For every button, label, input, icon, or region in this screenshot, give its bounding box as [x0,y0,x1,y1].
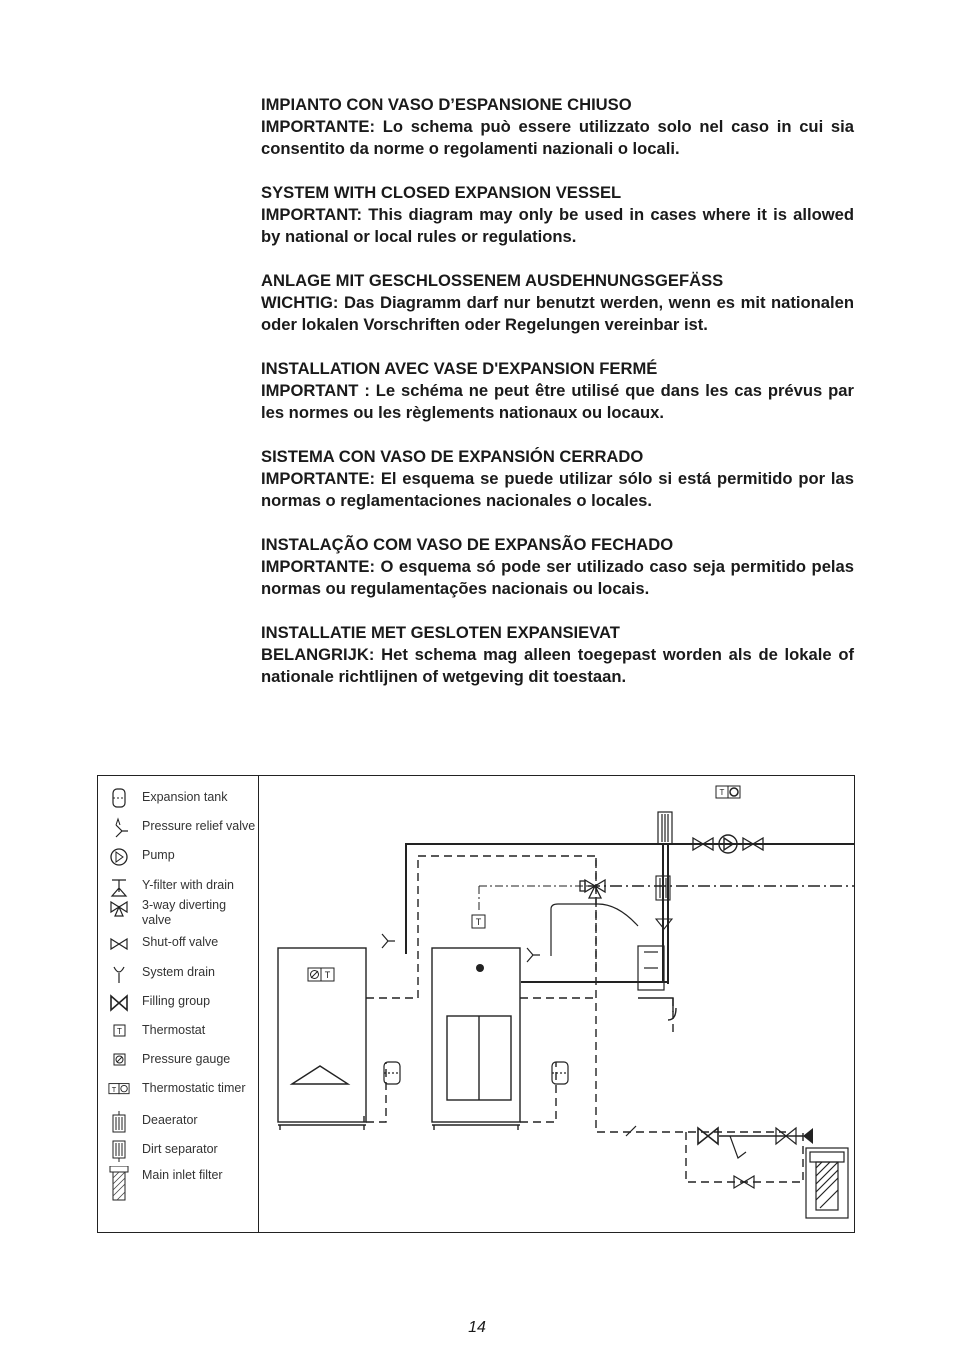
legend-item [98,1021,258,1045]
svg-text:T: T [719,788,725,797]
notice-body: IMPORTANTE: O esquema só pode ser utilizado caso seja permitido pelas normas ou regulamentações nacionais ou locais. [261,557,854,598]
legend-item [98,896,258,927]
legend-item [98,1166,258,1190]
thermostatic-timer-icon [108,1079,130,1101]
svg-text:T: T [117,1027,122,1036]
notice-block-pt [261,534,854,600]
legend-item [98,1111,258,1135]
legend-item [98,846,258,870]
thermostat-icon [108,1021,130,1043]
thermostat-icon [321,968,334,981]
notice-title: SYSTEM WITH CLOSED EXPANSION VESSEL [261,183,622,202]
boiler-1 [278,948,366,1122]
notice-title: SISTEMA CON VASO DE EXPANSIÓN CERRADO [261,447,644,466]
notice-body: IMPORTANTE: El esquema se puede utilizar sólo si está permitido por las normas o reglamentaciones nacionales o locales. [261,469,854,510]
legend-label: Pump [142,848,175,862]
dirt-separator-icon [108,1140,130,1162]
notice-block-de [261,270,854,336]
legend-label: Expansion tank [142,790,228,804]
legend [98,776,259,1232]
boiler-2 [432,948,520,1122]
expansion-tank-icon [108,788,130,810]
legend-item [98,1050,258,1074]
pressure-gauge-icon [308,968,321,981]
legend-item [98,817,258,841]
notice-block-es [261,446,854,512]
notice-body: IMPORTANTE: Lo schema può essere utilizzato solo nel caso in cui sia consentito da norme o regolamenti nazionali o locali. [261,117,854,158]
notice-title: IMPIANTO CON VASO D’ESPANSIONE CHIUSO [261,95,632,114]
legend-label: Main inlet filter [142,1168,223,1182]
legend-item [98,1079,258,1103]
legend-label: System drain [142,965,215,979]
legend-label: Thermostatic timer [142,1081,246,1095]
shutoff-valve-icon [734,1128,796,1188]
deaerator-icon [658,812,672,844]
legend-item [98,1140,258,1164]
pressure-relief-valve-icon [108,817,130,839]
svg-text:T: T [475,917,482,927]
legend-item [98,933,258,957]
notice-body: BELANGRIJK: Het schema mag alleen toegepast worden als de lokale of nationale richtlijnen of wetgeving dit toestaan. [261,645,854,686]
text-column [261,94,854,710]
notice-title: INSTALLATIE MET GESLOTEN EXPANSIEVAT [261,623,620,642]
page-number: 14 [468,1319,486,1336]
notice-block-en [261,182,854,248]
legend-item [98,992,258,1016]
legend-label: Shut-off valve [142,935,219,949]
notice-block-nl [261,622,854,688]
three-way-valve-icon [108,896,130,918]
thermostat-icon [472,915,485,928]
notice-title: ANLAGE MIT GESCHLOSSENEM AUSDEHNUNGSGEFÄSS [261,271,724,290]
legend-label: 3-way diverting valve [142,898,227,927]
notice-body: IMPORTANT : Le schéma ne peut être utilisé que dans les cas prévus par les normes ou les règlements nationaux ou locaux. [261,381,854,422]
legend-label: Pressure gauge [142,1052,231,1066]
expansion-tank-icon [384,1062,568,1084]
legend-label: Thermostat [142,1023,206,1037]
notice-block-it [261,94,854,160]
hydraulic-schematic [258,776,854,1232]
notice-body: IMPORTANT: This diagram may only be used in cases where it is allowed by national or local rules or regulations. [261,205,854,246]
shutoff-valve-icon [108,933,130,955]
legend-label: Y-filter with drain [142,878,234,892]
pump-icon [108,846,130,868]
y-filter-icon [730,1136,746,1158]
deaerator-icon [108,1111,130,1133]
filling-group-icon [108,992,130,1014]
filling-group-icon [698,1128,718,1144]
notice-title: INSTALLATION AVEC VASE D'EXPANSION FERMÉ [261,359,658,378]
legend-label: Filling group [142,994,211,1008]
notice-title: INSTALAÇÃO COM VASO DE EXPANSÃO FECHADO [261,535,674,554]
legend-label: Dirt separator [142,1142,218,1156]
legend-item [98,963,258,987]
three-way-valve-icon [580,880,605,898]
legend-item [98,788,258,812]
diagram-frame [97,775,855,1233]
pressure-gauge-icon [108,1050,130,1072]
notice-body: WICHTIG: Das Diagramm darf nur benutzt werden, wenn es mit nationalen oder lokalen Vorschriften oder Regelungen vereinbar ist. [261,293,854,334]
legend-label: Pressure relief valve [142,819,256,833]
y-filter-icon [108,876,130,898]
main-inlet-filter-icon [806,1148,848,1218]
svg-text:T: T [324,970,331,980]
main-inlet-filter-icon [108,1166,130,1202]
legend-label: Deaerator [142,1113,198,1127]
svg-text:T: T [111,1084,117,1094]
notice-block-fr [261,358,854,424]
system-drain-icon [108,963,130,985]
thermostatic-timer-icon [716,786,740,798]
